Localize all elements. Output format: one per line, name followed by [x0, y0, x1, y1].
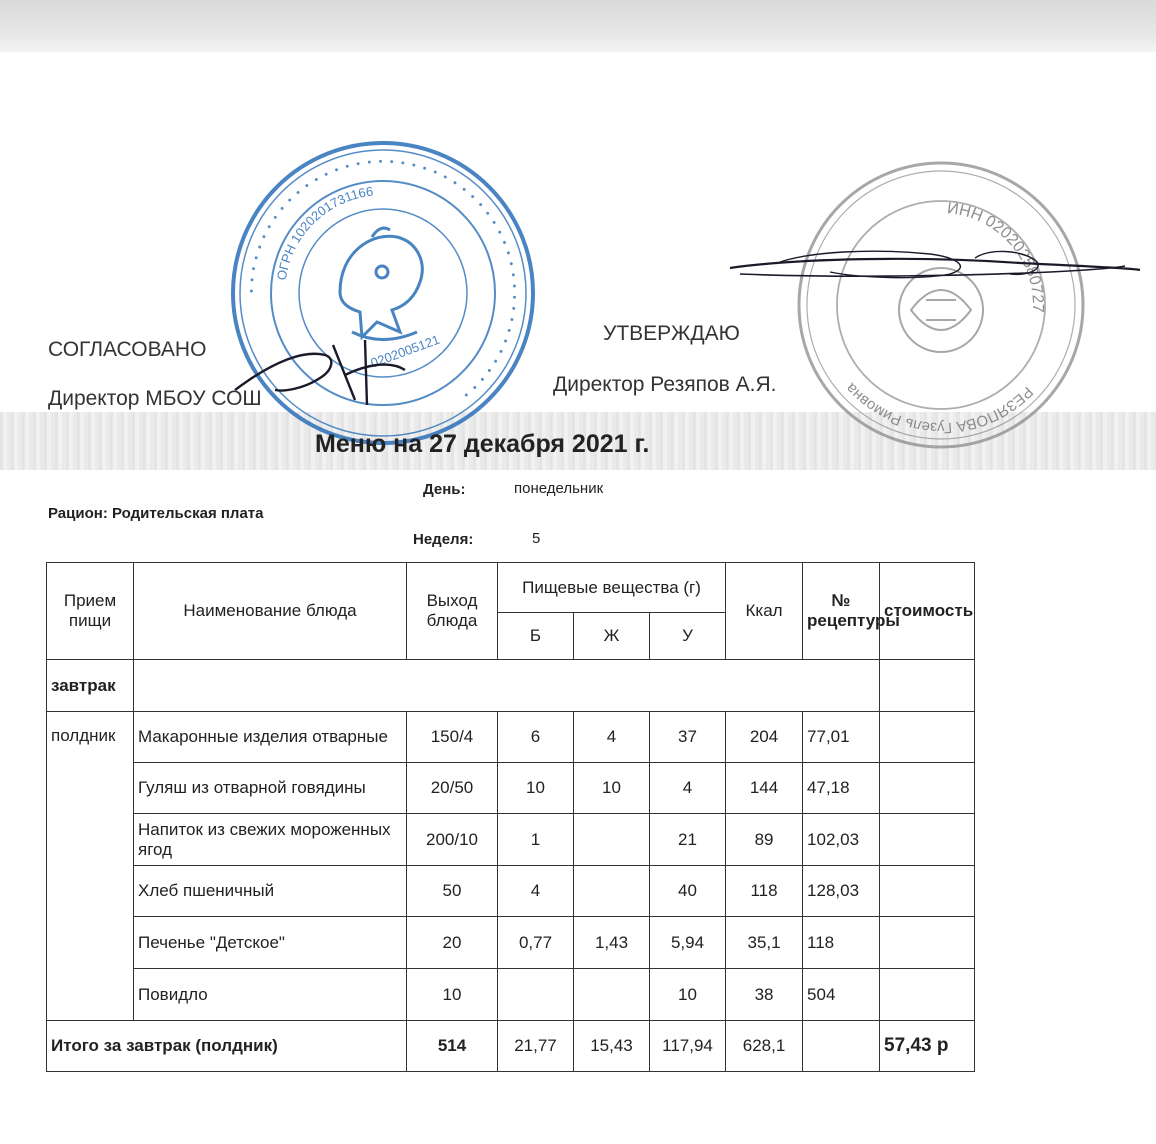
table-row — [47, 866, 975, 917]
table-row — [47, 712, 975, 763]
dish-name: Хлеб пшеничный — [134, 866, 407, 917]
total-protein: 21,77 — [498, 1021, 574, 1072]
dish-name: Повидло — [134, 969, 407, 1021]
dish-fat: 1,43 — [574, 917, 650, 969]
dish-name: Гуляш из отварной говядины — [134, 763, 407, 814]
table-row — [47, 969, 975, 1021]
dish-carbs: 40 — [650, 866, 726, 917]
dish-carbs: 10 — [650, 969, 726, 1021]
table-row — [47, 763, 975, 814]
meal-title-row — [47, 660, 975, 712]
meal-title-empty — [134, 660, 880, 712]
scan-top-shadow — [0, 0, 1156, 52]
dish-cost — [880, 866, 975, 917]
dish-recipe: 47,18 — [803, 763, 880, 814]
total-recipe — [803, 1021, 880, 1072]
total-output: 514 — [407, 1021, 498, 1072]
dish-output: 200/10 — [407, 814, 498, 866]
right-seal-inn-text: ИНН 020202580727 — [946, 200, 1047, 313]
day-label: День: — [423, 481, 466, 498]
dish-recipe: 128,03 — [803, 866, 880, 917]
header-dish: Наименование блюда — [134, 563, 407, 660]
approval-right-position: Директор Резяпов А.Я. — [553, 373, 777, 396]
total-label: Итого за завтрак (полдник) — [47, 1021, 407, 1072]
approval-right-label: УТВЕРЖДАЮ — [603, 322, 740, 345]
header-fat: Ж — [574, 613, 650, 660]
page-title: Меню на 27 декабря 2021 г. — [315, 430, 650, 458]
dish-protein: 0,77 — [498, 917, 574, 969]
dish-kcal: 89 — [726, 814, 803, 866]
dish-cost — [880, 917, 975, 969]
dish-recipe: 118 — [803, 917, 880, 969]
dish-output: 20/50 — [407, 763, 498, 814]
table-row — [47, 917, 975, 969]
dish-protein: 4 — [498, 866, 574, 917]
header-output: Выход блюда — [407, 563, 498, 660]
dish-carbs: 21 — [650, 814, 726, 866]
dish-fat — [574, 866, 650, 917]
dish-carbs: 37 — [650, 712, 726, 763]
dish-carbs: 4 — [650, 763, 726, 814]
dish-fat: 10 — [574, 763, 650, 814]
left-seal-ogrn-text: ОГРН 1020201731166 — [273, 183, 375, 282]
left-seal-number: 0202005121 — [368, 331, 442, 371]
header-protein: Б — [498, 613, 574, 660]
dish-cost — [880, 814, 975, 866]
right-seal-name-text: РЕЗЯПОВА Гузель Римовна — [842, 379, 1037, 437]
total-cost: 57,43 р — [880, 1021, 975, 1072]
meal-breakfast-label: завтрак — [47, 660, 134, 712]
header-row-top — [47, 563, 975, 613]
header-carbs: У — [650, 613, 726, 660]
meal-snack-label: полдник — [47, 712, 134, 1021]
dish-fat: 4 — [574, 712, 650, 763]
approval-left-position: Директор МБОУ СОШ — [48, 387, 262, 410]
dish-fat — [574, 814, 650, 866]
week-value: 5 — [532, 530, 541, 547]
day-value: понедельник — [514, 480, 604, 497]
dish-protein — [498, 969, 574, 1021]
dish-cost — [880, 763, 975, 814]
dish-name: Напиток из свежих мороженных ягод — [134, 814, 407, 866]
ration-label: Рацион: Родительская плата — [48, 505, 264, 522]
bird-emblem-icon — [340, 228, 422, 339]
header-nutrients: Пищевые вещества (г) — [498, 563, 726, 613]
dish-carbs: 5,94 — [650, 917, 726, 969]
dish-output: 150/4 — [407, 712, 498, 763]
approval-left-label: СОГЛАСОВАНО — [48, 338, 207, 361]
svg-text:• • • • • • • • • • • • • • •: • • • • • • • • • • • • • • • • • • • • • • • • • • • • • • • • • • • • • • • • • • • • • • • • — [245, 155, 521, 402]
dish-output: 20 — [407, 917, 498, 969]
dish-output: 50 — [407, 866, 498, 917]
dish-output: 10 — [407, 969, 498, 1021]
dish-protein: 1 — [498, 814, 574, 866]
menu-table — [46, 562, 975, 1072]
dish-recipe: 504 — [803, 969, 880, 1021]
dish-recipe: 77,01 — [803, 712, 880, 763]
dish-kcal: 118 — [726, 866, 803, 917]
table-row — [47, 814, 975, 866]
total-fat: 15,43 — [574, 1021, 650, 1072]
header-cost: стоимость — [880, 563, 975, 660]
dish-kcal: 38 — [726, 969, 803, 1021]
dish-name: Макаронные изделия отварные — [134, 712, 407, 763]
dish-cost — [880, 969, 975, 1021]
week-label: Неделя: — [413, 531, 474, 548]
header-meal: Прием пищи — [47, 563, 134, 660]
dish-kcal: 144 — [726, 763, 803, 814]
right-signature — [720, 238, 1150, 318]
meal-title-cost-empty — [880, 660, 975, 712]
header-recipe: № рецептуры — [803, 563, 880, 660]
total-carbs: 117,94 — [650, 1021, 726, 1072]
dish-protein: 10 — [498, 763, 574, 814]
dish-kcal: 204 — [726, 712, 803, 763]
total-kcal: 628,1 — [726, 1021, 803, 1072]
dish-fat — [574, 969, 650, 1021]
total-row — [47, 1021, 975, 1072]
dish-protein: 6 — [498, 712, 574, 763]
dish-cost — [880, 712, 975, 763]
header-kcal: Ккал — [726, 563, 803, 660]
dish-recipe: 102,03 — [803, 814, 880, 866]
dish-name: Печенье "Детское" — [134, 917, 407, 969]
dish-kcal: 35,1 — [726, 917, 803, 969]
